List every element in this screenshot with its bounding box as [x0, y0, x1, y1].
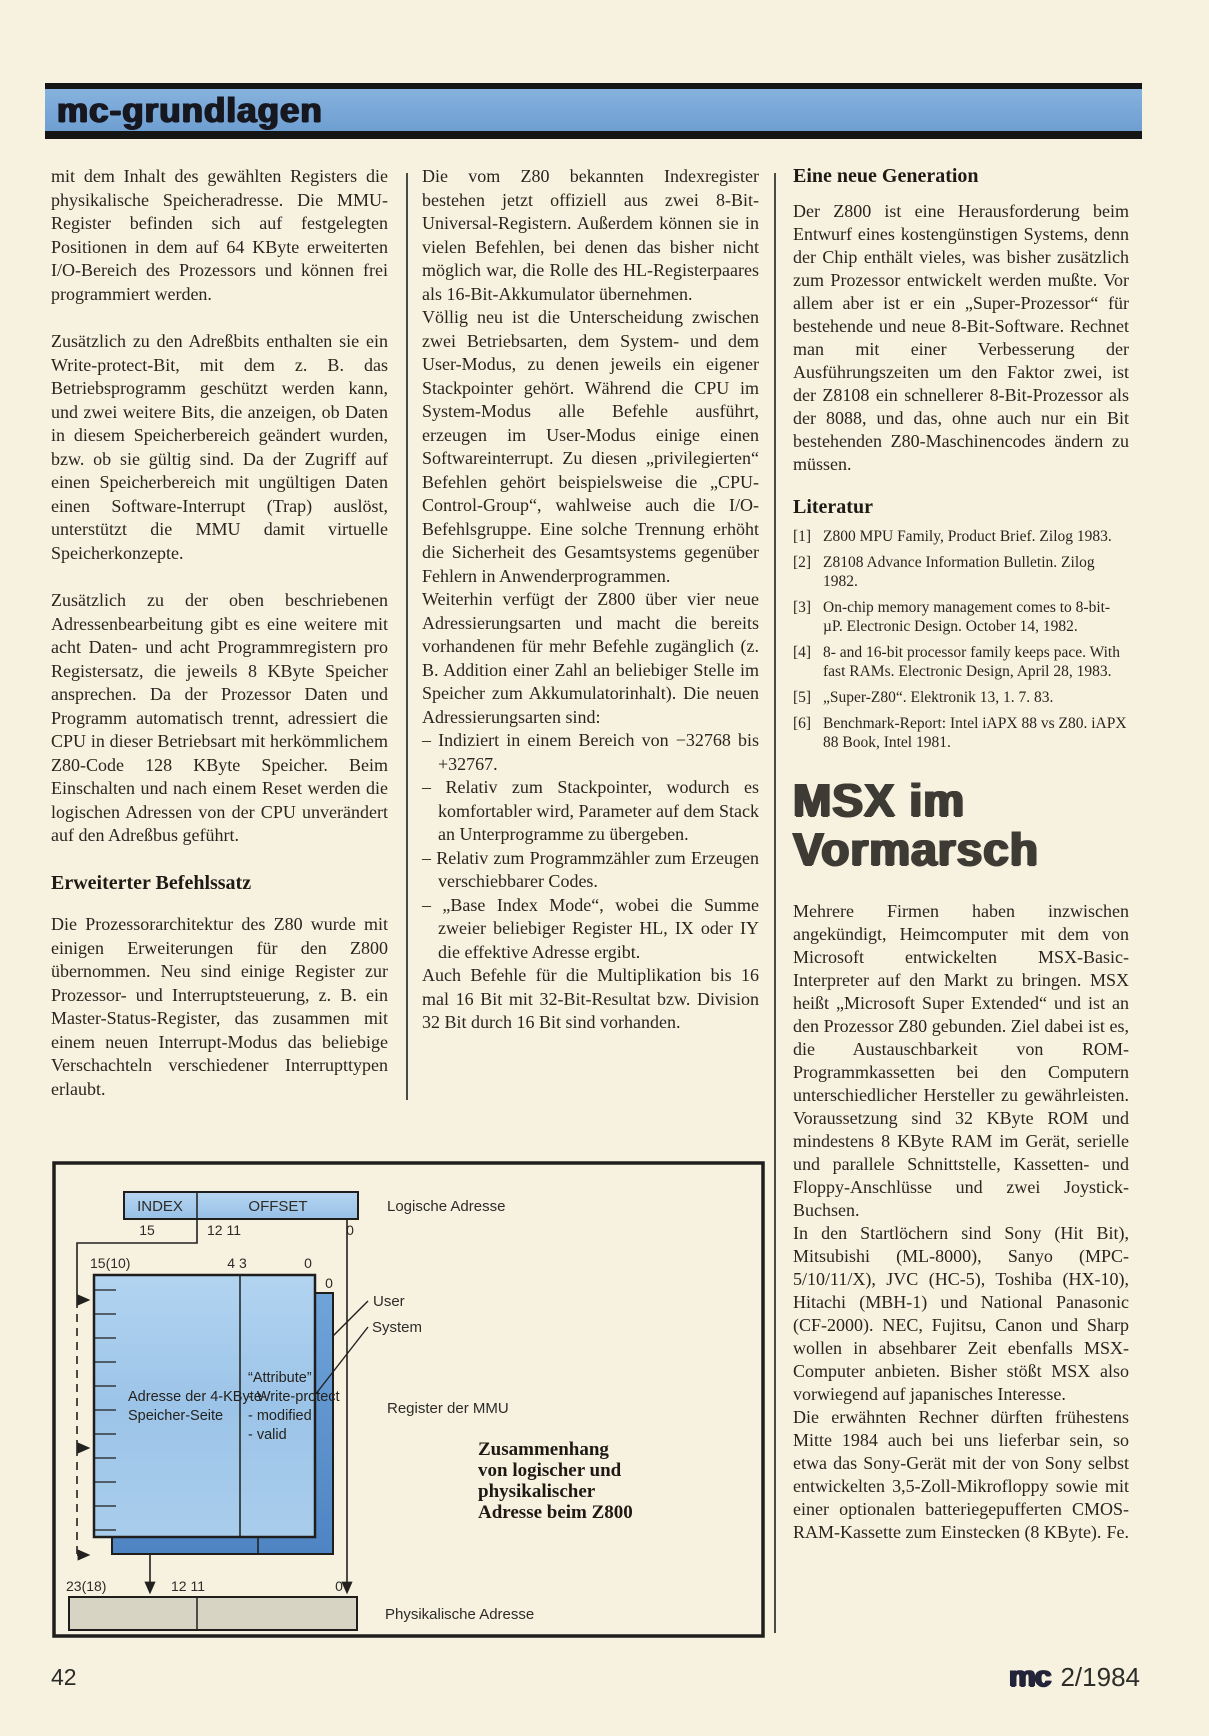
list-item: – Relativ zum Programmzähler zum Erzeugen verschiebbarer Codes.: [422, 847, 759, 891]
paragraph: Die vom Z80 bekannten Indexregister bestehen jetzt offiziell aus zwei 8-Bit-Universal-Registern. Außerdem können sie in vielen Befehlen, bei denen das bisher nicht möglich war, die Rolle des HL-Registerpaares als 16-Bit-Akkumulator übernehmen.: [422, 166, 759, 304]
section-heading: Erweiterter Befehlssatz: [51, 871, 252, 894]
paragraph: Auch Befehle für die Multiplikation bis 16 mal 16 Bit mit 32-Bit-Resultat bzw. Division 32 Bit durch 16 Bit sind vorhanden.: [422, 965, 759, 1032]
paragraph: Der Z800 ist eine Herausforderung beim Entwurf eines kostengünstigen Systems, denn der Chip enthält vieles, was bisher zusätzlich zum Prozessor entwickelt werden mußte. Vor allem aber ist er ein „Super-Prozessor“ für bestehende und neue 8-Bit-Software. Rechnet man mit einer Verbesserung der Ausführungszeiten um den Faktor zwei, ist der Z8108 ein schnellerer 8-Bit-Prozessor als der 8088, und das, ohne auch nur ein Bit bestehenden Z80-Maschinencodes ändern zu müssen.: [793, 201, 1129, 474]
reference-text: On-chip memory management comes to 8-bit-µP. Electronic Design. October 14, 1982.: [823, 599, 1111, 635]
bit-label-15: 15: [139, 1222, 155, 1238]
reference-text: Z8108 Advance Information Bulletin. Zilog 1982.: [823, 554, 1095, 590]
article-column-1: [51, 165, 388, 1125]
page-address-cell-line2: Speicher-Seite: [128, 1408, 224, 1424]
paragraph: Völlig neu ist die Unterscheidung zwischen zwei Betriebsarten, dem System- und dem User-Modus, zu denen jeweils ein eigener Stackpointer gehört. Während die CPU im System-Modus alle Befehle ausführt, erzeugen im User-Modus einige einen Softwareinterrupt. Zu diesen „privilegierten“ Befehlen gehört beispielsweise die „CPU-Control-Group“, wahlweise auch die I/O-Befehlsgruppe. Eine solche Trennung erhöht die Sicherheit des Gesamtsystems gegenüber Fehlern in Anwenderprogrammen.: [422, 307, 759, 586]
paragraph: Weiterhin verfügt der Z800 über vier neue Adressierungsarten und macht die bereits vorhandenen für mehr Befehle zugänglich (z. B. Addition einer Zahl an beliebiger Stelle im Speicher zum Akkumulatorinhalt). Die neuen Adressierungsarten sind:: [422, 589, 759, 727]
page-number: 42: [51, 1664, 77, 1690]
reference-text: „Super-Z80“. Elektronik 13, 1. 7. 83.: [823, 689, 1054, 706]
mmu-register-label: Register der MMU: [387, 1400, 509, 1417]
addressing-modes-list: [422, 729, 759, 964]
article-headline: [793, 776, 1129, 874]
attribute-write-protect: - Write-protect: [248, 1389, 340, 1405]
list-item: – Relativ zum Stackpointer, wodurch es komfortabler wird, Parameter auf dem Stack an Unterprogramme zu übergeben.: [422, 777, 759, 844]
paragraph: Mehrere Firmen haben inzwischen angekündigt, Heimcomputer mit dem von Microsoft entwickelten MSX-Basic-Interpreter auf den Markt zu bringen. MSX heißt „Microsoft Super Extended“ und ist an den Prozessor Z80 gebunden. Ziel dabei ist es, die Austauschbarkeit von ROM-Programmkassetten bei den Computern unterschiedlicher Hersteller zu gewährleisten. Voraussetzung sind 32 KByte ROM und mindestens 8 KByte RAM im Gerät, serielle und parallele Schnittstelle, Kassetten- und Floppy-Anschlüsse und zwei Joystick-Buchsen.: [793, 901, 1129, 1220]
reference-item: [793, 643, 1129, 681]
reference-number: [4]: [793, 644, 812, 661]
article-column-2: [422, 165, 759, 1035]
page-address-cell-line1: Adresse der 4-KByte-: [128, 1389, 267, 1405]
address-translation-diagram: [52, 1161, 765, 1638]
article-column-3: [793, 165, 1129, 1544]
list-item: – „Base Index Mode“, wobei die Summe zweier beliebiger Register HL, IX oder IY die effektive Adresse ergibt.: [422, 894, 759, 962]
mmu-register-box-user: [94, 1275, 315, 1537]
paragraph: Zusätzlich zu den Adreßbits enthalten sie ein Write-protect-Bit, mit dem z. B. das Betriebsprogramm geschützt werden kann, und zwei weitere Bits, die anzeigen, ob Daten in diesem Speicherbereich geändert wurden, bzw. ob sie gültig sind. Da der Zugriff auf einen Speicherbereich mit ungültigen Daten einen Software-Interrupt (Trap) auslöst, unterstützt die MMU damit virtuelle Speicherkonzepte.: [51, 331, 388, 563]
paragraph: Die Prozessorarchitektur des Z80 wurde mit einigen Erweiterungen für den Z800 übernommen. Neu sind einige Register zur Prozessor- und Interruptsteuerung, z. B. ein Master-Status-Register, das zusammen mit einem neuen Interrupt-Modus das beliebige Verschachteln verschiedener Interrupttypen erlaubt.: [51, 914, 388, 1099]
user-label: User: [373, 1293, 405, 1310]
column-divider-1: [406, 173, 408, 1100]
author-signature: Fe.: [1106, 1522, 1129, 1542]
bit-label-0: 0: [346, 1222, 354, 1238]
mc-magazine-logo: mc: [1009, 1660, 1051, 1693]
figure-caption-line4: Adresse beim Z800: [478, 1502, 633, 1523]
physical-address-bar: [69, 1597, 357, 1630]
attribute-valid: - valid: [248, 1427, 287, 1443]
footer-right: [1009, 1662, 1140, 1692]
headline-line-2: Vormarsch: [793, 823, 1039, 875]
reference-text: Z800 MPU Family, Product Brief. Zilog 1983.: [823, 528, 1112, 545]
bit-label-12-11: 12 11: [207, 1222, 241, 1238]
paragraph: [793, 1406, 1129, 1544]
logical-address-label: Logische Adresse: [387, 1198, 506, 1215]
index-field-label: INDEX: [137, 1198, 183, 1215]
issue-label: 2/1984: [1060, 1662, 1140, 1692]
system-label: System: [372, 1319, 423, 1336]
reference-item: [793, 598, 1129, 636]
masthead-bottom-rule: [45, 131, 1142, 139]
mmu-bit-mid: 4 3: [227, 1255, 247, 1271]
physical-address-label: Physikalische Adresse: [385, 1606, 535, 1623]
reference-item: [793, 553, 1129, 591]
reference-list: [793, 527, 1129, 752]
masthead: [45, 83, 1142, 139]
paragraph-text: Die erwähnten Rechner dürften frühestens Mitte 1984 auch bei uns lieferbar sein, so etwa das Sony-Gerät mit der von Sony selbst entwickelten 3,5-Zoll-Mikrofloppy sowie mit einer optionalen batteriegepufferten CMOS-RAM-Kassette zum Einstecken (8 KByte).: [793, 1407, 1129, 1542]
reference-item: [793, 688, 1129, 707]
paragraph: In den Startlöchern sind Sony (Hit Bit), Mitsubishi (ML-8000), Sanyo (MPC-5/10/11/X), JVC (HC-5), Toshiba (HX-10), Hitachi (MBH-1) und National Panasonic (CF-2000). NEC, Fujitsu, Canon und Sharp wollen in absehbarer Zeit ebenfalls MSX-Computer anbieten. Bisher stößt MSX also vorwiegend auf japanisches Interesse.: [793, 1223, 1129, 1404]
mmu-bit-shadow: 0: [325, 1275, 333, 1291]
reference-number: [6]: [793, 715, 812, 732]
offset-field-label: OFFSET: [248, 1198, 308, 1215]
column-divider-2: [774, 173, 776, 1633]
figure-caption-line2: von logischer und: [478, 1460, 622, 1481]
reference-number: [5]: [793, 689, 812, 706]
mmu-bit-right: 0: [304, 1255, 312, 1271]
headline-line-1: MSX im: [793, 774, 966, 826]
mmu-bit-left: 15(10): [90, 1255, 131, 1271]
figure-caption-line1: Zusammenhang: [478, 1439, 609, 1460]
reference-number: [1]: [793, 528, 812, 545]
phys-bit-mid: 12 11: [171, 1578, 205, 1594]
reference-number: [2]: [793, 554, 812, 571]
attribute-title: “Attribute”: [248, 1370, 312, 1386]
reference-item: [793, 714, 1129, 752]
literature-heading: Literatur: [793, 496, 873, 518]
phys-bit-left: 23(18): [66, 1578, 107, 1594]
masthead-bar: [45, 89, 1142, 131]
reference-text: Benchmark-Report: Intel iAPX 88 vs Z80. iAPX 88 Book, Intel 1981.: [823, 715, 1127, 751]
paragraph: Zusätzlich zu der oben beschriebenen Adressenbearbeitung gibt es eine weitere mit acht Daten- und acht Programmregistern pro Registersatz, die jeweils 8 KByte Speicher ansprechen. Da der Prozessor Daten und Programm automatisch trennt, adressiert die CPU in dieser Betriebsart mit herkömmlichem Z80-Code 128 KByte Speicher. Beim Einschalten und nach einem Reset werden die logischen Adressen von der CPU unverändert auf den Adreßbus geführt.: [51, 590, 388, 845]
section-heading: Eine neue Generation: [793, 165, 979, 187]
reference-text: 8- and 16-bit processor family keeps pace. With fast RAMs. Electronic Design, April 28, 1983.: [823, 644, 1120, 680]
reference-number: [3]: [793, 599, 812, 616]
paragraph: mit dem Inhalt des gewählten Registers die physikalische Speicheradresse. Die MMU-Register befinden sich auf festgelegten Positionen in dem auf 64 KByte erweiterten I/O-Bereich des Prozessors und können frei programmiert werden.: [51, 166, 388, 304]
magazine-section-title: mc-grundlagen: [57, 90, 323, 130]
list-item: – Indiziert in einem Bereich von −32768 bis +32767.: [422, 730, 759, 774]
phys-bit-right: 0: [335, 1578, 343, 1594]
attribute-modified: - modified: [248, 1408, 312, 1424]
reference-item: [793, 527, 1129, 546]
figure-caption-line3: physikalischer: [478, 1481, 596, 1502]
